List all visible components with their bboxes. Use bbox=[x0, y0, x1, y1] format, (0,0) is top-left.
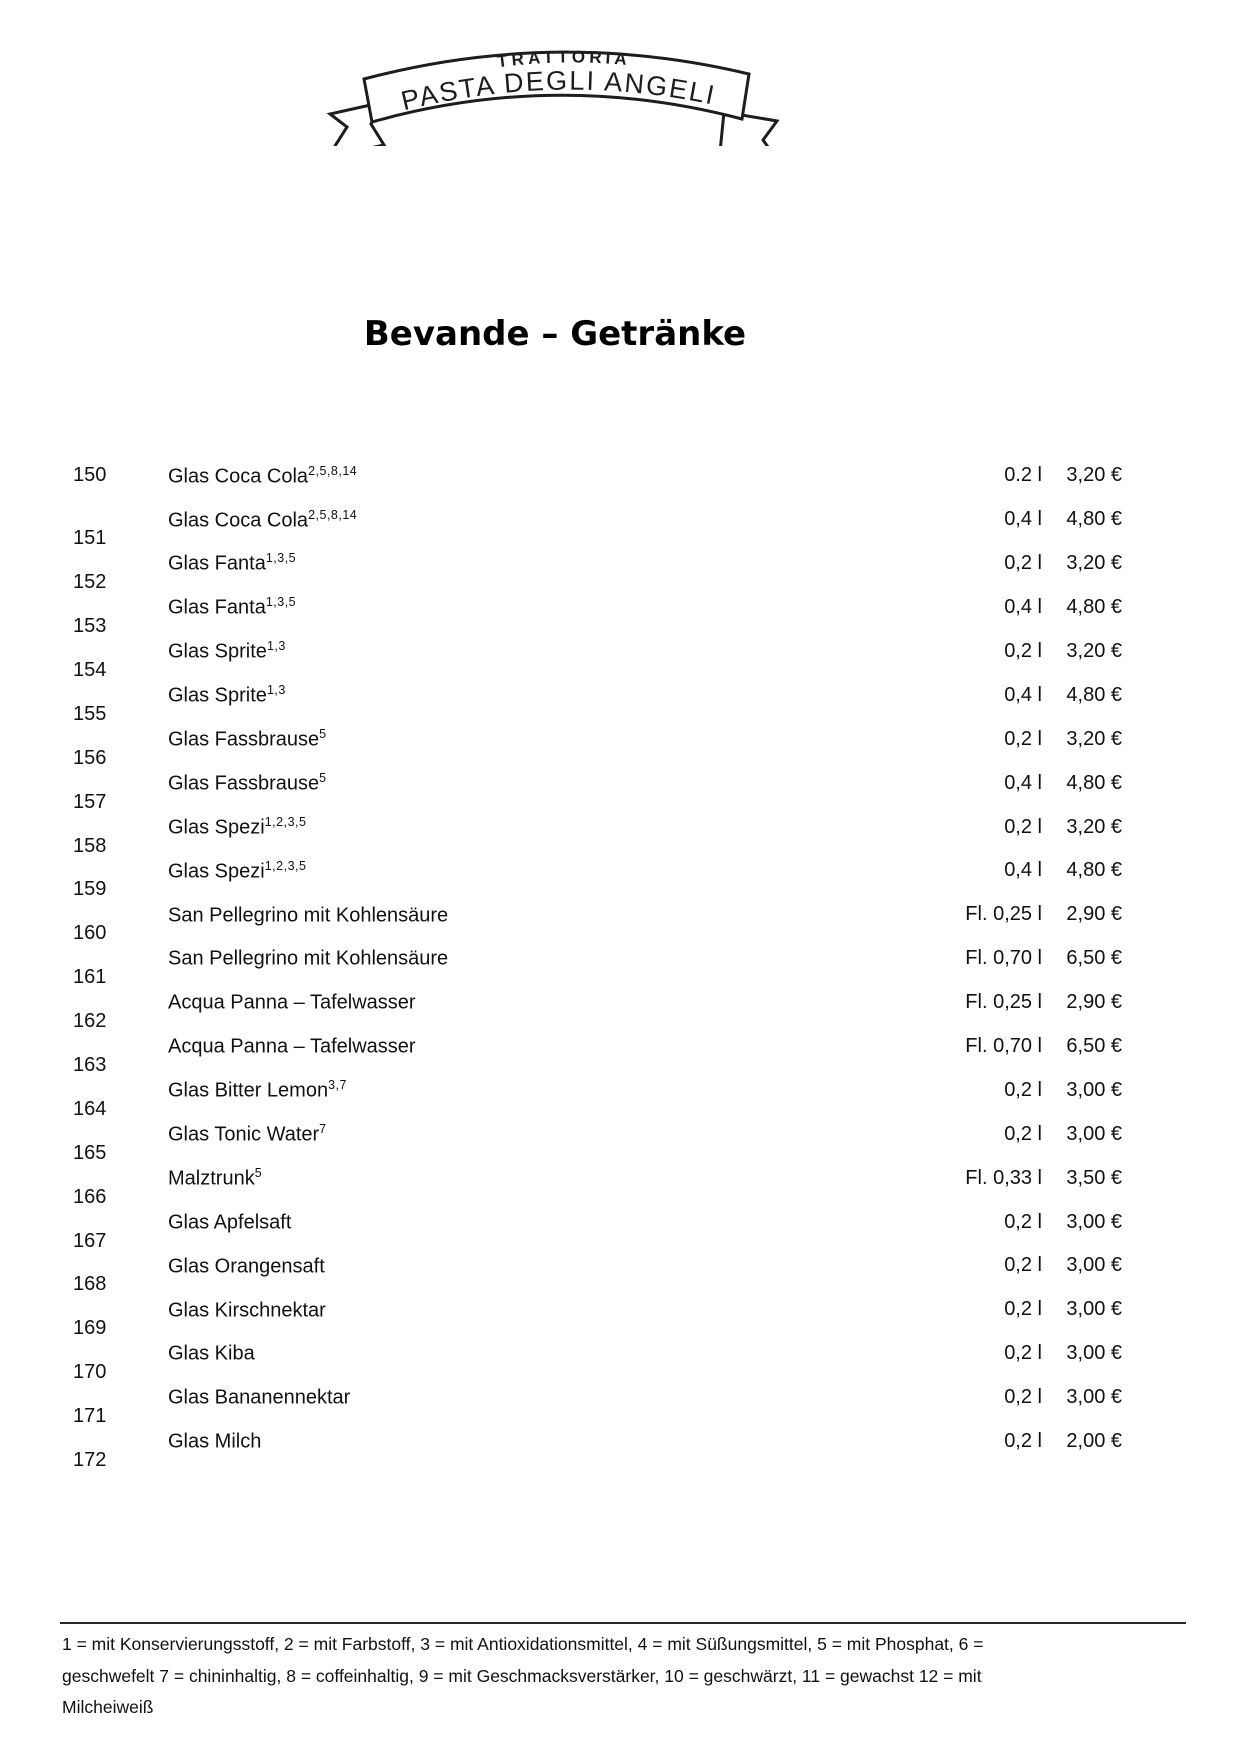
item-number: 156 bbox=[73, 746, 107, 769]
item-name: Glas Kiba bbox=[168, 1343, 255, 1366]
item-footnote-refs: 1,2,3,5 bbox=[264, 858, 307, 873]
item-size: Fl. 0,25 l bbox=[965, 991, 1042, 1014]
item-name: Glas Fanta$^{1,3,5}$ bbox=[168, 551, 297, 576]
item-number: 154 bbox=[73, 659, 107, 681]
menu-item-row bbox=[0, 981, 1240, 1033]
item-size: 0,2 l bbox=[1004, 815, 1042, 838]
item-number: 168 bbox=[73, 1273, 107, 1296]
menu-item-row bbox=[0, 1112, 1240, 1164]
item-size: 0.2 l bbox=[1004, 464, 1042, 487]
item-size: 0,4 l bbox=[1004, 859, 1042, 882]
item-number: 165 bbox=[73, 1141, 107, 1164]
item-number: 169 bbox=[73, 1317, 107, 1340]
item-number: 167 bbox=[73, 1229, 107, 1252]
menu-item-row bbox=[0, 717, 1240, 769]
item-size: 0,4 l bbox=[1004, 683, 1042, 706]
menu-item-row bbox=[0, 542, 1240, 594]
menu-item-row bbox=[0, 937, 1240, 989]
item-price: 4,80 € bbox=[1066, 596, 1122, 619]
item-number: 152 bbox=[73, 571, 107, 594]
menu-item-row bbox=[0, 630, 1240, 681]
item-price: 3,20 € bbox=[1066, 640, 1122, 662]
restaurant-logo-banner bbox=[318, 24, 794, 146]
item-price: 3,00 € bbox=[1066, 1122, 1122, 1145]
logo-text-pasta-degli-angeli: PASTA DEGLI ANGELI bbox=[398, 65, 719, 117]
item-size: 0,2 l bbox=[1004, 640, 1042, 662]
menu-item-row bbox=[0, 673, 1240, 725]
item-size: Fl. 0,25 l bbox=[965, 903, 1042, 926]
item-price: 4,80 € bbox=[1066, 859, 1122, 882]
item-price: 3,20 € bbox=[1066, 464, 1122, 487]
item-name: Glas Tonic Water$^7$ bbox=[168, 1121, 327, 1146]
menu-item-row bbox=[0, 498, 1240, 550]
item-name: Glas Apfelsaft bbox=[168, 1211, 292, 1234]
item-name: Glas Bananennektar bbox=[168, 1386, 351, 1409]
menu-item-row bbox=[0, 1244, 1240, 1296]
menu-item-row bbox=[0, 849, 1240, 901]
item-number: 158 bbox=[73, 834, 107, 857]
item-size: 0,2 l bbox=[1004, 1430, 1042, 1453]
menu-item-row bbox=[0, 805, 1240, 857]
item-number: 170 bbox=[73, 1361, 107, 1384]
item-number: 163 bbox=[73, 1054, 107, 1077]
item-price: 2,90 € bbox=[1066, 991, 1122, 1014]
item-price: 3,00 € bbox=[1066, 1342, 1122, 1365]
menu-item-row bbox=[0, 1068, 1240, 1120]
page-title: Bevande – Getränke bbox=[363, 314, 747, 354]
item-name: Glas Kirschnektar bbox=[168, 1299, 326, 1322]
item-size: 0,4 l bbox=[1004, 771, 1042, 794]
footnotes-text bbox=[62, 1629, 1202, 1724]
menu-item-row bbox=[0, 1025, 1240, 1077]
item-footnote-refs: 1,3 bbox=[266, 639, 286, 654]
footnote-divider bbox=[60, 1622, 1186, 1624]
item-name: Glas Spezi$^{1,2,3,5}$ bbox=[168, 814, 307, 839]
item-footnote-refs: 1,3,5 bbox=[265, 551, 297, 566]
item-name: Glas Sprite$^{1,3}$ bbox=[168, 639, 286, 663]
item-price: 4,80 € bbox=[1066, 508, 1122, 531]
item-name: San Pellegrino mit Kohlensäure bbox=[168, 904, 449, 927]
item-price: 3,00 € bbox=[1066, 1298, 1122, 1321]
item-number: 161 bbox=[73, 966, 107, 989]
item-name: Glas Coca Cola$^{2,5,8,14}$ bbox=[168, 507, 358, 532]
item-name: Glas Coca Cola$^{2,5,8,14}$ bbox=[168, 463, 358, 488]
item-name: Glas Fanta$^{1,3,5}$ bbox=[168, 595, 297, 619]
item-name: Glas Sprite$^{1,3}$ bbox=[168, 683, 286, 707]
item-price: 6,50 € bbox=[1066, 1035, 1122, 1058]
item-name: Glas Spezi$^{1,2,3,5}$ bbox=[168, 858, 307, 883]
item-footnote-refs: 2,5,8,14 bbox=[308, 463, 358, 478]
item-name: Glas Bitter Lemon$^{3,7}$ bbox=[168, 1078, 347, 1102]
item-size: 0,4 l bbox=[1004, 596, 1042, 619]
item-size: 0,2 l bbox=[1004, 1298, 1042, 1321]
menu-item-row bbox=[0, 586, 1240, 638]
item-price: 3,50 € bbox=[1066, 1166, 1122, 1189]
menu-list bbox=[0, 454, 1240, 1472]
item-size: Fl. 0,33 l bbox=[965, 1166, 1042, 1189]
item-price: 4,80 € bbox=[1066, 771, 1122, 794]
item-name: Glas Orangensaft bbox=[168, 1255, 325, 1278]
item-price: 3,20 € bbox=[1066, 815, 1122, 838]
item-size: 0,2 l bbox=[1004, 1210, 1042, 1233]
item-name: Glas Milch bbox=[168, 1430, 262, 1453]
item-number: 162 bbox=[73, 1010, 107, 1033]
item-number: 151 bbox=[73, 527, 107, 550]
item-footnote-refs: 3,7 bbox=[328, 1078, 347, 1093]
item-name: Acqua Panna – Tafelwasser bbox=[168, 991, 416, 1014]
item-number: 172 bbox=[73, 1449, 107, 1472]
item-size: 0,2 l bbox=[1004, 552, 1042, 575]
item-number: 160 bbox=[73, 922, 107, 945]
item-number: 166 bbox=[73, 1185, 107, 1208]
item-number: 157 bbox=[73, 790, 107, 813]
item-price: 2,90 € bbox=[1066, 903, 1122, 926]
item-footnote-refs: 5 bbox=[319, 726, 327, 741]
footnote-line: geschwefelt 7 = chininhaltig, 8 = coffeinhaltig, 9 = mit Geschmacksverstärker, 10 = geschwärzt, 11 = gewachst 12 = mit bbox=[62, 1665, 982, 1686]
item-size: 0,4 l bbox=[1004, 508, 1042, 531]
item-price: 3,20 € bbox=[1066, 727, 1122, 750]
item-price: 6,50 € bbox=[1066, 947, 1122, 970]
menu-item-row bbox=[0, 893, 1240, 945]
menu-item-row bbox=[0, 1420, 1240, 1472]
item-number: 171 bbox=[73, 1405, 107, 1428]
footnote-line: 1 = mit Konservierungsstoff, 2 = mit Farbstoff, 3 = mit Antioxidationsmittel, 4 = mit Süßungsmittel, 5 = mit Phosphat, 6 = bbox=[62, 1634, 984, 1654]
item-size: 0,2 l bbox=[1004, 727, 1042, 750]
item-size: Fl. 0,70 l bbox=[965, 1035, 1042, 1058]
item-price: 3,00 € bbox=[1066, 1254, 1122, 1277]
item-size: 0,2 l bbox=[1004, 1254, 1042, 1277]
item-price: 3,00 € bbox=[1066, 1386, 1122, 1409]
footnote-line: Milcheiweiß bbox=[62, 1697, 154, 1717]
menu-item-row bbox=[0, 454, 1240, 498]
item-size: 0,2 l bbox=[1004, 1342, 1042, 1365]
item-number: 150 bbox=[73, 464, 107, 487]
item-footnote-refs: 5 bbox=[319, 770, 327, 785]
menu-item-row bbox=[0, 1332, 1240, 1384]
item-name: Glas Fassbrause$^5$ bbox=[168, 770, 327, 795]
item-number: 153 bbox=[73, 615, 107, 638]
menu-item-row bbox=[0, 1200, 1240, 1252]
item-size: 0,2 l bbox=[1004, 1122, 1042, 1145]
item-price: 2,00 € bbox=[1066, 1430, 1122, 1453]
item-price: 4,80 € bbox=[1066, 683, 1122, 706]
menu-item-row bbox=[0, 1156, 1240, 1208]
item-name: Acqua Panna – Tafelwasser bbox=[168, 1035, 416, 1058]
menu-item-row bbox=[0, 1376, 1240, 1428]
item-price: 3,00 € bbox=[1066, 1210, 1122, 1233]
item-number: 164 bbox=[73, 1097, 107, 1120]
item-footnote-refs: 1,3,5 bbox=[265, 595, 297, 610]
menu-item-row bbox=[0, 761, 1240, 813]
item-size: 0,2 l bbox=[1004, 1386, 1042, 1409]
item-footnote-refs: 2,5,8,14 bbox=[308, 507, 358, 522]
item-name: San Pellegrino mit Kohlensäure bbox=[168, 948, 449, 971]
item-name: Glas Fassbrause$^5$ bbox=[168, 726, 327, 751]
item-price: 3,20 € bbox=[1066, 552, 1122, 575]
item-number: 155 bbox=[73, 702, 107, 725]
item-price: 3,00 € bbox=[1066, 1078, 1122, 1101]
item-footnote-refs: 1,2,3,5 bbox=[264, 814, 307, 829]
item-footnote-refs: 5 bbox=[254, 1165, 263, 1180]
item-size: Fl. 0,70 l bbox=[965, 947, 1042, 970]
item-name: Malztrunk$^5$ bbox=[168, 1165, 263, 1190]
item-footnote-refs: 1,3 bbox=[266, 683, 286, 698]
item-number: 159 bbox=[73, 878, 107, 901]
item-size: 0,2 l bbox=[1004, 1078, 1042, 1101]
menu-item-row bbox=[0, 1288, 1240, 1340]
logo-text-trattoria: TRATTORIA bbox=[496, 47, 632, 72]
item-footnote-refs: 7 bbox=[319, 1121, 327, 1136]
